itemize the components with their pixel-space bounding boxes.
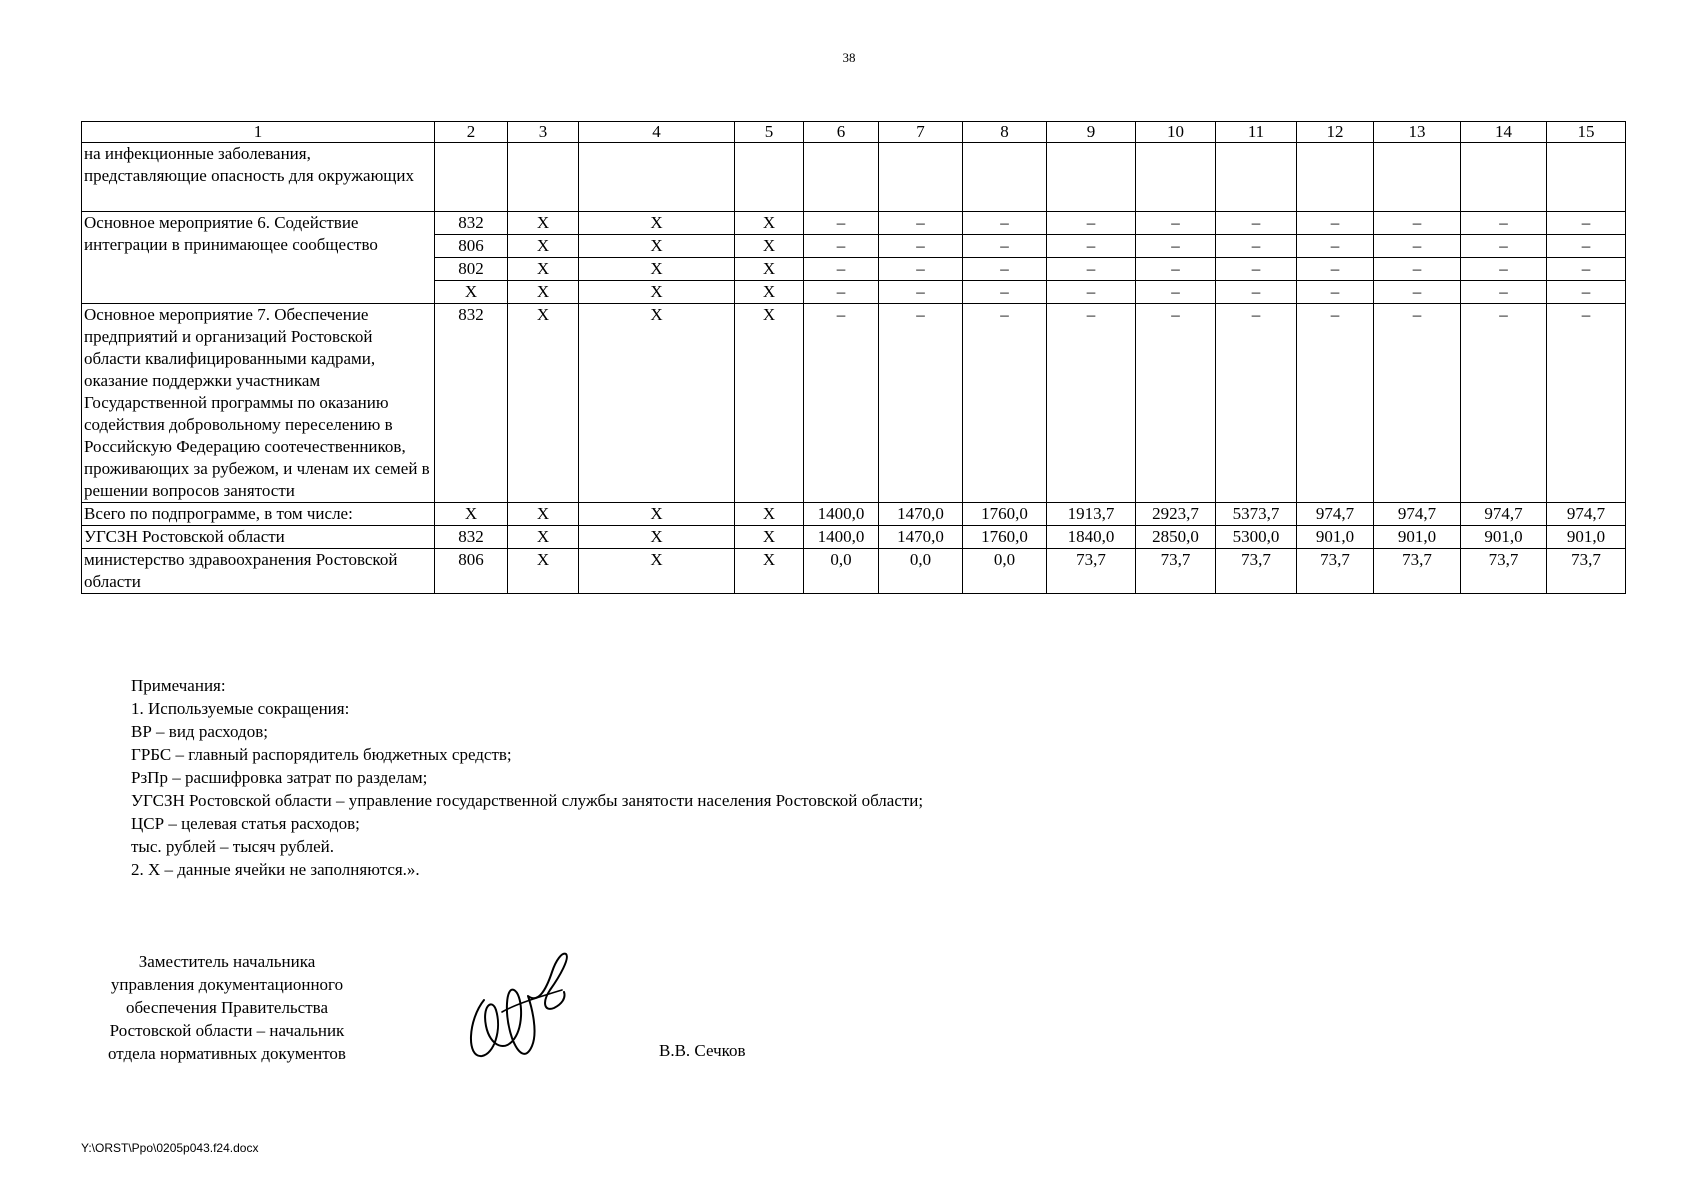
- table-cell: –: [1297, 235, 1374, 258]
- table-cell: –: [963, 212, 1047, 235]
- table-cell: 974,7: [1547, 503, 1626, 526]
- column-header: 8: [963, 122, 1047, 143]
- column-header: 14: [1461, 122, 1547, 143]
- column-header: 7: [879, 122, 963, 143]
- note-line: тыс. рублей – тысяч рублей.: [131, 837, 334, 856]
- table-row: [82, 503, 1626, 526]
- table-cell: 901,0: [1297, 526, 1374, 549]
- table-cell: –: [1547, 212, 1626, 235]
- table-cell: –: [1297, 212, 1374, 235]
- table-cell: 1760,0: [963, 503, 1047, 526]
- column-header: 2: [435, 122, 508, 143]
- table-cell: X: [735, 526, 804, 549]
- table-cell: 1840,0: [1047, 526, 1136, 549]
- row-name: УГСЗН Ростовской области: [82, 526, 435, 549]
- table-cell: –: [1216, 304, 1297, 503]
- table-cell: 806: [435, 235, 508, 258]
- note-line: ГРБС – главный распорядитель бюджетных средств;: [131, 745, 512, 764]
- table-cell: X: [579, 503, 735, 526]
- table-cell: –: [879, 258, 963, 281]
- table-cell: –: [1047, 235, 1136, 258]
- table-cell: –: [1374, 281, 1461, 304]
- table-cell: –: [804, 304, 879, 503]
- table-cell: –: [879, 304, 963, 503]
- signer-title-line: управления документационного: [110, 975, 344, 994]
- table-cell: X: [735, 235, 804, 258]
- table-cell: –: [879, 281, 963, 304]
- table-row: [82, 526, 1626, 549]
- table-cell: –: [1216, 212, 1297, 235]
- table-cell: X: [508, 526, 579, 549]
- table-cell: 1760,0: [963, 526, 1047, 549]
- table-cell: –: [1136, 304, 1216, 503]
- table-cell: 5300,0: [1216, 526, 1297, 549]
- signer-title: [82, 950, 372, 1065]
- row-name: Основное мероприятие 7. Обеспечение предприятий и организаций Ростовской области квалифицированными кадрами, оказание поддержки участникам Государственной программы по оказанию содействия добровольному переселению в Российскую Федерацию соотечественников, проживающих за рубежом, и членам их семей в решении вопросов занятости: [82, 304, 435, 503]
- row-name: министерство здравоохранения Ростовской области: [82, 549, 435, 594]
- table-cell: X: [735, 304, 804, 503]
- header-row: [82, 122, 1626, 143]
- budget-table: [81, 121, 1626, 594]
- continuation-row: [82, 143, 1626, 212]
- table-cell: X: [579, 526, 735, 549]
- signer-title-line: обеспечения Правительства: [126, 998, 328, 1017]
- table-cell: –: [804, 212, 879, 235]
- table-cell: X: [735, 258, 804, 281]
- table-cell: 2923,7: [1136, 503, 1216, 526]
- table-cell: –: [1136, 212, 1216, 235]
- table-cell: 832: [435, 526, 508, 549]
- table-cell: 1400,0: [804, 526, 879, 549]
- table-cell: 2850,0: [1136, 526, 1216, 549]
- table-cell: X: [579, 304, 735, 503]
- table-cell: –: [1374, 258, 1461, 281]
- table-cell: 901,0: [1547, 526, 1626, 549]
- table-cell: 73,7: [1216, 549, 1297, 594]
- table-cell: –: [1374, 304, 1461, 503]
- table-cell: –: [1461, 304, 1547, 503]
- table-cell: 1470,0: [879, 503, 963, 526]
- table-cell: 901,0: [1461, 526, 1547, 549]
- table-cell: –: [1461, 258, 1547, 281]
- note-line: 1. Используемые сокращения:: [131, 699, 350, 718]
- note-line: ЦСР – целевая статья расходов;: [131, 814, 360, 833]
- table-cell: X: [579, 212, 735, 235]
- column-header: 6: [804, 122, 879, 143]
- table-cell: 73,7: [1297, 549, 1374, 594]
- column-header: 4: [579, 122, 735, 143]
- table-cell: X: [508, 258, 579, 281]
- table-cell: X: [508, 212, 579, 235]
- table-cell: –: [1047, 258, 1136, 281]
- notes: [131, 674, 923, 881]
- table-cell: –: [1547, 235, 1626, 258]
- page-number: 38: [842, 50, 856, 65]
- table-cell: 73,7: [1374, 549, 1461, 594]
- notes-heading: Примечания:: [131, 676, 226, 695]
- table-cell: –: [804, 281, 879, 304]
- table-cell: –: [1461, 212, 1547, 235]
- table-cell: 73,7: [1136, 549, 1216, 594]
- row-name: на инфекционные заболевания, представляющие опасность для окружающих: [82, 143, 435, 212]
- table-cell: X: [435, 281, 508, 304]
- table-cell: 832: [435, 304, 508, 503]
- table-cell: 73,7: [1461, 549, 1547, 594]
- note-line: ВР – вид расходов;: [131, 722, 268, 741]
- column-header: 5: [735, 122, 804, 143]
- table-cell: 1470,0: [879, 526, 963, 549]
- table-cell: –: [1216, 258, 1297, 281]
- table-cell: –: [1047, 304, 1136, 503]
- table-cell: –: [963, 304, 1047, 503]
- table-cell: 974,7: [1297, 503, 1374, 526]
- table-cell: X: [508, 235, 579, 258]
- table-cell: X: [735, 281, 804, 304]
- note-line: РзПр – расшифровка затрат по разделам;: [131, 768, 428, 787]
- table-cell: 73,7: [1047, 549, 1136, 594]
- table-cell: 901,0: [1374, 526, 1461, 549]
- table-cell: 0,0: [879, 549, 963, 594]
- table-cell: –: [1297, 281, 1374, 304]
- table-cell: X: [735, 212, 804, 235]
- table-cell: X: [508, 503, 579, 526]
- table-cell: –: [1047, 281, 1136, 304]
- column-header: 12: [1297, 122, 1374, 143]
- table-cell: –: [879, 235, 963, 258]
- table-cell: X: [579, 549, 735, 594]
- table-cell: –: [1136, 235, 1216, 258]
- table-cell: –: [804, 235, 879, 258]
- table-cell: –: [1461, 281, 1547, 304]
- column-header: 1: [82, 122, 435, 143]
- table-cell: 73,7: [1547, 549, 1626, 594]
- table-cell: 832: [435, 212, 508, 235]
- table-cell: 5373,7: [1216, 503, 1297, 526]
- table-cell: X: [579, 258, 735, 281]
- table-cell: 806: [435, 549, 508, 594]
- table-cell: –: [1136, 281, 1216, 304]
- table-cell: X: [508, 281, 579, 304]
- column-header: 13: [1374, 122, 1461, 143]
- column-header: 11: [1216, 122, 1297, 143]
- note-line: УГСЗН Ростовской области – управление государственной службы занятости населения Ростовской области;: [131, 791, 924, 810]
- table-cell: –: [963, 258, 1047, 281]
- table-cell: –: [804, 258, 879, 281]
- signer-title-line: Ростовской области – начальник: [109, 1021, 345, 1040]
- table-cell: –: [963, 235, 1047, 258]
- table-row: [82, 212, 1626, 235]
- table-cell: X: [435, 503, 508, 526]
- table-cell: X: [735, 503, 804, 526]
- signer-title-line: отдела нормативных документов: [108, 1044, 346, 1063]
- table-cell: –: [1136, 258, 1216, 281]
- table-cell: X: [508, 304, 579, 503]
- table-cell: –: [1216, 281, 1297, 304]
- table-cell: –: [1547, 258, 1626, 281]
- table-cell: X: [735, 549, 804, 594]
- row-name: Всего по подпрограмме, в том числе:: [82, 503, 435, 526]
- table-cell: –: [1547, 304, 1626, 503]
- file-path: Y:\ORST\Ppo\0205p043.f24.docx: [81, 1141, 259, 1155]
- table-row: [82, 549, 1626, 594]
- table-cell: X: [579, 235, 735, 258]
- table-cell: –: [1297, 304, 1374, 503]
- table-cell: 0,0: [804, 549, 879, 594]
- table-cell: 974,7: [1461, 503, 1547, 526]
- column-header: 15: [1547, 122, 1626, 143]
- table-row: [82, 304, 1626, 503]
- table-cell: 974,7: [1374, 503, 1461, 526]
- table-cell: –: [1547, 281, 1626, 304]
- column-header: 10: [1136, 122, 1216, 143]
- table-cell: 1913,7: [1047, 503, 1136, 526]
- table-cell: X: [579, 281, 735, 304]
- handwritten-signature: [466, 950, 576, 1068]
- table-cell: –: [1461, 235, 1547, 258]
- table-cell: –: [1374, 212, 1461, 235]
- table-cell: –: [963, 281, 1047, 304]
- table-cell: –: [1216, 235, 1297, 258]
- column-header: 9: [1047, 122, 1136, 143]
- table-cell: 1400,0: [804, 503, 879, 526]
- table-cell: –: [879, 212, 963, 235]
- table-cell: –: [1297, 258, 1374, 281]
- signer-name: В.В. Сечков: [659, 1041, 746, 1060]
- table-cell: 0,0: [963, 549, 1047, 594]
- note-line: 2. Х – данные ячейки не заполняются.».: [131, 860, 420, 879]
- column-header: 3: [508, 122, 579, 143]
- table-cell: –: [1047, 212, 1136, 235]
- table-cell: 802: [435, 258, 508, 281]
- table-cell: –: [1374, 235, 1461, 258]
- signer-title-line: Заместитель начальника: [138, 952, 316, 971]
- row-name: Основное мероприятие 6. Содействие интеграции в принимающее сообщество: [82, 212, 435, 304]
- table-cell: X: [508, 549, 579, 594]
